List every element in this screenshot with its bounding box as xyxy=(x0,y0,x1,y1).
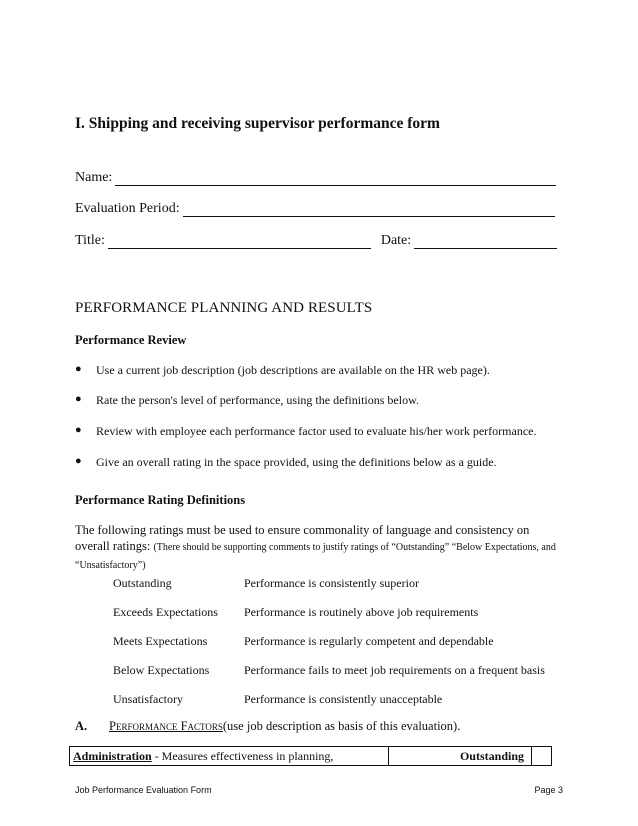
date-field[interactable] xyxy=(414,234,557,249)
name-field-row xyxy=(75,170,556,186)
section-letter: A. xyxy=(75,719,88,733)
administration-label: Administration xyxy=(73,749,152,763)
factors-note: (use job description as basis of this evaluation). xyxy=(222,719,461,733)
rating-desc: Performance is routinely above job requirements xyxy=(244,605,479,619)
name-field[interactable] xyxy=(115,171,556,186)
administration-label-cell xyxy=(70,747,389,765)
footer-left: Job Performance Evaluation Form xyxy=(75,785,212,795)
review-heading: Performance Review xyxy=(75,333,187,347)
title-date-row xyxy=(75,233,557,249)
definitions-intro xyxy=(75,522,565,574)
bullet-icon: ● xyxy=(75,393,82,405)
bullet-text: Use a current job description (job descriptions are available on the HR web page). xyxy=(96,363,490,377)
rating-desc: Performance is consistently superior xyxy=(244,576,419,590)
intro-main: The following ratings must be used to ensure commonality of language and consistency on overall ratings: xyxy=(75,523,530,553)
rating-name: Meets Expectations xyxy=(113,634,208,648)
title-label: Title: xyxy=(75,233,105,248)
title-field[interactable] xyxy=(108,234,371,249)
rating-desc: Performance fails to meet job requirements on a frequent basis xyxy=(244,663,545,677)
page-number: Page 3 xyxy=(534,785,563,795)
rating-row xyxy=(113,692,442,707)
administration-row xyxy=(69,746,552,766)
period-field[interactable] xyxy=(183,202,555,217)
rating-desc: Performance is regularly competent and dependable xyxy=(244,634,494,648)
period-field-row xyxy=(75,201,555,217)
rating-name: Outstanding xyxy=(113,576,172,590)
date-label: Date: xyxy=(380,233,412,248)
bullet-icon: ● xyxy=(75,424,82,436)
bullet-text: Give an overall rating in the space provided, using the definitions below as a guide. xyxy=(96,455,497,469)
list-item xyxy=(75,455,497,470)
name-label: Name: xyxy=(75,170,113,185)
bullet-text: Review with employee each performance factor used to evaluate his/her work performance. xyxy=(96,424,537,438)
bullet-text: Rate the person's level of performance, using the definitions below. xyxy=(96,393,419,407)
list-item xyxy=(75,424,536,439)
form-title: I. Shipping and receiving supervisor performance form xyxy=(75,115,440,132)
rating-name: Exceeds Expectations xyxy=(113,605,218,619)
rating-row xyxy=(113,663,545,678)
rating-desc: Performance is consistently unacceptable xyxy=(244,692,443,706)
bullet-icon: ● xyxy=(75,455,82,467)
rating-row xyxy=(113,576,419,591)
administration-desc: - Measures effectiveness in planning, xyxy=(151,749,334,763)
section-heading: PERFORMANCE PLANNING AND RESULTS xyxy=(75,300,373,316)
rating-row xyxy=(113,605,478,620)
rating-name: Below Expectations xyxy=(113,663,210,677)
list-item xyxy=(75,363,490,378)
period-label: Evaluation Period: xyxy=(75,201,180,216)
rating-checkbox[interactable] xyxy=(532,747,551,765)
list-item xyxy=(75,393,419,408)
rating-row xyxy=(113,634,494,649)
bullet-icon: ● xyxy=(75,363,82,375)
factors-title: Performance Factors xyxy=(109,719,223,733)
intro-note: (There should be supporting comments to justify ratings of “Outstanding” “Below Expectations, and “Unsatisfactory”) xyxy=(75,542,556,571)
rating-label-cell: Outstanding xyxy=(389,747,532,765)
rating-name: Unsatisfactory xyxy=(113,692,183,706)
performance-factors-heading xyxy=(75,719,460,734)
definitions-heading: Performance Rating Definitions xyxy=(75,493,246,507)
